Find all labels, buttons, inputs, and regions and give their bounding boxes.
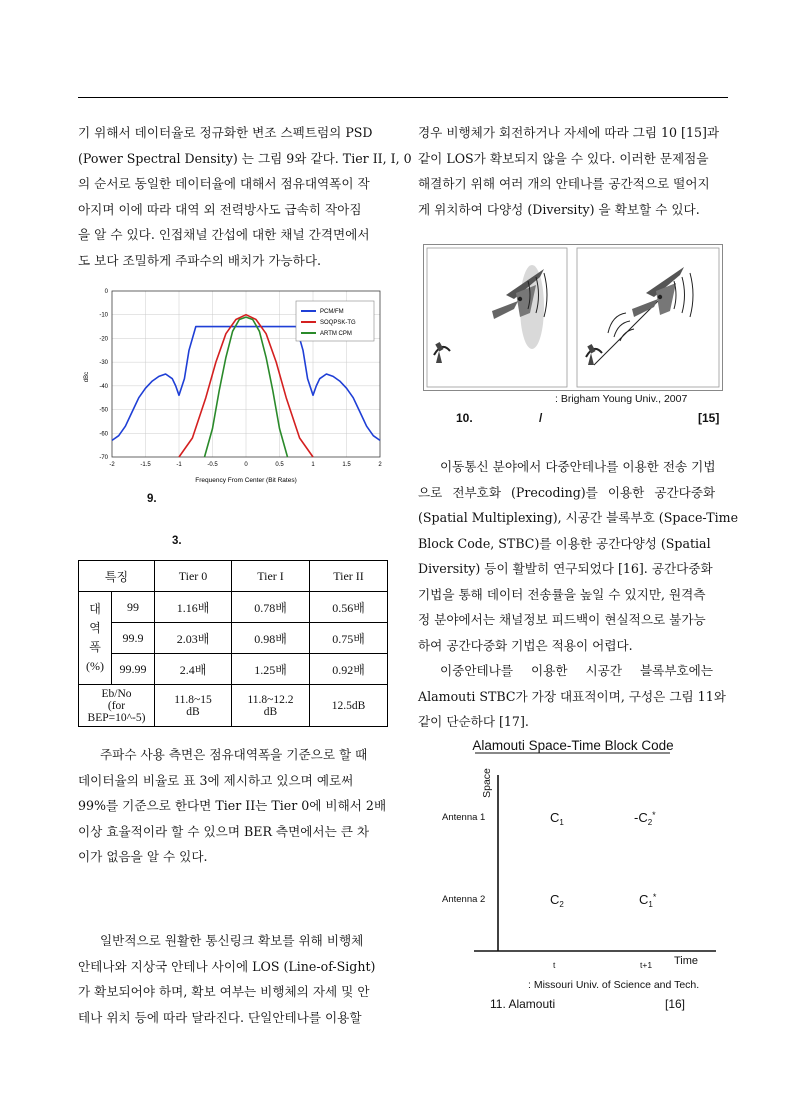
header-cell: Tier II bbox=[310, 561, 388, 592]
text-line: 이동통신 분야에서 다중안테나를 이용한 전송 기법 bbox=[440, 459, 716, 474]
group-label-char: 대 bbox=[89, 602, 101, 616]
table-row-ebno bbox=[79, 685, 388, 727]
table-row bbox=[79, 592, 388, 623]
table-cell: 0.56배 bbox=[310, 592, 388, 623]
time-tick-t: t bbox=[553, 960, 556, 970]
text-line: 테나 위치 등에 따라 달라진다. 단일안테나를 이용할 bbox=[78, 1009, 362, 1025]
ebno-label-line: Eb/No bbox=[101, 687, 132, 700]
text-line: 정 분야에서는 채널정보 피드백이 현실적으로 불가능 bbox=[418, 612, 706, 627]
text-line: Block Code, STBC)를 이용한 공간다양성 (Spatial bbox=[418, 535, 711, 551]
legend-label: ARTM CPM bbox=[320, 331, 352, 337]
figure-10-source: : Brigham Young Univ., 2007 bbox=[555, 393, 688, 405]
text-line: Alamouti STBC가 가장 대표적이며, 구성은 그림 11와 bbox=[418, 688, 726, 704]
text-line: (Power Spectral Density) 는 그림 9와 같다. Tier II, I, 0 bbox=[78, 150, 412, 166]
group-label-char: (%) bbox=[86, 659, 104, 673]
text-line: 도 보다 조밀하게 주파수의 배치가 가능하다. bbox=[78, 252, 321, 268]
legend-label: SOQPSK-TG bbox=[320, 320, 356, 326]
ebno-label-line: (for bbox=[107, 699, 126, 712]
ebno-label-line: BEP=10^-5) bbox=[87, 711, 146, 724]
psd-ylabel: dBc bbox=[84, 371, 90, 383]
table-header-row bbox=[79, 561, 388, 592]
alamouti-diagram bbox=[430, 735, 730, 980]
y-tick-label: -10 bbox=[99, 312, 108, 319]
symbol-c1-conj: $C_1^*$ bbox=[639, 892, 657, 909]
y-tick-label: -30 bbox=[99, 360, 108, 367]
text-line: 경우 비행체가 회전하거나 자세에 따라 그림 10 [15]과 bbox=[418, 125, 720, 140]
right-paragraph-1 bbox=[418, 120, 728, 222]
right-paragraph-2 bbox=[418, 454, 739, 658]
text-line: 기법을 통해 데이터 전송률을 높일 수 있지만, 원격측 bbox=[418, 586, 706, 602]
x-tick-label: 2 bbox=[378, 462, 382, 468]
figure-11-caption-ref: [16] bbox=[665, 997, 686, 1011]
text-line: 데이터율의 비율로 표 3에 제시하고 있으며 예로써 bbox=[78, 772, 354, 788]
x-tick-label: 0 bbox=[244, 462, 248, 468]
text-line: 99%를 기준으로 한다면 Tier II는 Tier 0에 비해서 2배 bbox=[78, 798, 387, 813]
figure-9-caption: 9. bbox=[147, 493, 157, 505]
table-cell: 0.92배 bbox=[310, 654, 388, 685]
table-row bbox=[79, 654, 388, 685]
y-tick-label: -40 bbox=[99, 383, 108, 390]
x-tick-label: -1 bbox=[176, 462, 182, 468]
text-line: Diversity) 등이 활발히 연구되었다 [16]. 공간다중화 bbox=[418, 561, 713, 576]
left-paragraph-2 bbox=[78, 742, 388, 870]
y-tick-label: -70 bbox=[99, 455, 108, 461]
left-paragraph-3 bbox=[78, 928, 388, 1030]
x-tick-label: -2 bbox=[109, 462, 115, 468]
text-line: 을 알 수 있다. 인접채널 간섭에 대한 채널 간격면에서 bbox=[78, 227, 370, 242]
table-cell bbox=[232, 685, 310, 727]
figure-11-source: : Missouri Univ. of Science and Tech. bbox=[528, 979, 700, 991]
table-cell: 0.78배 bbox=[232, 592, 310, 623]
antenna-2-label: Antenna 2 bbox=[442, 894, 486, 905]
y-tick-label: 0 bbox=[104, 289, 108, 295]
space-axis-label: Space bbox=[481, 768, 493, 798]
header-rule bbox=[78, 97, 728, 98]
header-cell: Tier 0 bbox=[155, 561, 232, 592]
text-line: 기 위해서 데이터율로 정규화한 변조 스펙트럼의 PSD bbox=[78, 125, 373, 140]
y-tick-label: -60 bbox=[99, 431, 108, 438]
x-tick-label: 1 bbox=[311, 462, 315, 468]
time-axis-label: Time bbox=[674, 955, 699, 967]
legend-label: PCM/FM bbox=[320, 309, 344, 315]
row-label: 99 bbox=[112, 592, 155, 623]
text-line: 같이 단순하다 [17]. bbox=[418, 714, 529, 729]
right-paragraph-3 bbox=[418, 658, 728, 735]
diagram-title: Alamouti Space-Time Block Code bbox=[472, 738, 674, 753]
text-line: 해결하기 위해 여러 개의 안테나를 공간적으로 떨어지 bbox=[418, 176, 710, 191]
table-cell: 2.4배 bbox=[155, 654, 232, 685]
text-line: 의 순서로 동일한 데이터율에 대해서 점유대역폭이 작 bbox=[78, 176, 370, 191]
table-cell: 1.16배 bbox=[155, 592, 232, 623]
time-tick-t1: t+1 bbox=[640, 960, 653, 970]
figure-10-caption-ref: [15] bbox=[698, 411, 720, 425]
cell-line: dB bbox=[186, 705, 200, 718]
figure-10-caption-slash: / bbox=[539, 411, 543, 425]
header-cell: 특징 bbox=[79, 561, 155, 592]
text-line: 으로 전부호화 (Precoding)를 이용한 공간다중화 bbox=[418, 484, 716, 500]
header-cell: Tier I bbox=[232, 561, 310, 592]
cell-line: 11.8~12.2 bbox=[247, 693, 294, 706]
figure-11-caption: 11. Alamouti bbox=[490, 997, 556, 1011]
los-illustration bbox=[424, 245, 722, 390]
antenna-1-label: Antenna 1 bbox=[442, 812, 486, 823]
x-tick-label: -1.5 bbox=[140, 462, 151, 468]
group-label-char: 폭 bbox=[89, 640, 101, 654]
psd-legend bbox=[296, 301, 374, 341]
psd-xlabel: Frequency From Center (Bit Rates) bbox=[195, 477, 297, 484]
psd-chart bbox=[78, 285, 388, 491]
figure-10-caption-number: 10. bbox=[456, 411, 473, 425]
table-cell bbox=[155, 685, 232, 727]
table-3 bbox=[78, 560, 388, 727]
text-line: (Spatial Multiplexing), 시공간 블록부호 (Space-Time bbox=[418, 510, 739, 525]
text-line: 주파수 사용 측면은 점유대역폭을 기준으로 할 때 bbox=[100, 747, 368, 762]
text-line: 게 위치하여 다양성 (Diversity) 을 확보할 수 있다. bbox=[418, 201, 700, 217]
text-line: 하여 공간다중화 기법은 적용이 어렵다. bbox=[418, 637, 633, 653]
bandwidth-group-label bbox=[79, 592, 112, 685]
text-line: 아지며 이에 따라 대역 외 전력방사도 급속히 작아짐 bbox=[78, 201, 362, 217]
table-3-caption: 3. bbox=[172, 535, 182, 547]
cell-line: 11.8~15 bbox=[174, 693, 212, 706]
x-tick-label: 0.5 bbox=[275, 462, 284, 468]
symbol-c2: $C_2$ bbox=[550, 892, 564, 909]
table-cell: 2.03배 bbox=[155, 623, 232, 654]
table-row bbox=[79, 623, 388, 654]
text-line: 일반적으로 원활한 통신링크 확보를 위해 비행체 bbox=[100, 933, 364, 948]
symbol-neg-c2-conj: $-C_2^*$ bbox=[634, 810, 656, 827]
left-paragraph-1 bbox=[78, 120, 412, 273]
text-line: 가 확보되어야 하며, 확보 여부는 비행체의 자세 및 안 bbox=[78, 984, 370, 999]
text-line: 안테나와 지상국 안테나 사이에 LOS (Line-of-Sight) bbox=[78, 958, 376, 974]
cell-line: dB bbox=[263, 705, 278, 718]
table-cell: 12.5dB bbox=[310, 685, 388, 727]
figure-10-image bbox=[423, 244, 723, 391]
table-cell: 1.25배 bbox=[232, 654, 310, 685]
text-line: 이상 효율적이라 할 수 있으며 BER 측면에서는 큰 차 bbox=[78, 823, 370, 839]
table-cell: 0.98배 bbox=[232, 623, 310, 654]
text-line: 이중안테나를 이용한 시공간 블록부호에는 bbox=[440, 663, 713, 678]
y-tick-label: -20 bbox=[99, 336, 108, 343]
table-cell: 0.75배 bbox=[310, 623, 388, 654]
x-tick-label: -0.5 bbox=[207, 462, 218, 468]
row-label: 99.9 bbox=[112, 623, 155, 654]
text-line: 이가 없음을 알 수 있다. bbox=[78, 849, 208, 864]
panel-right bbox=[577, 248, 719, 387]
group-label-char: 역 bbox=[89, 621, 101, 635]
x-tick-label: 1.5 bbox=[342, 462, 351, 468]
row-label: 99.99 bbox=[112, 654, 155, 685]
ebno-label bbox=[79, 685, 155, 727]
y-tick-label: -50 bbox=[99, 407, 108, 414]
text-line: 같이 LOS가 확보되지 않을 수 있다. 이러한 문제점을 bbox=[418, 150, 709, 166]
symbol-c1: $C_1$ bbox=[550, 810, 564, 827]
